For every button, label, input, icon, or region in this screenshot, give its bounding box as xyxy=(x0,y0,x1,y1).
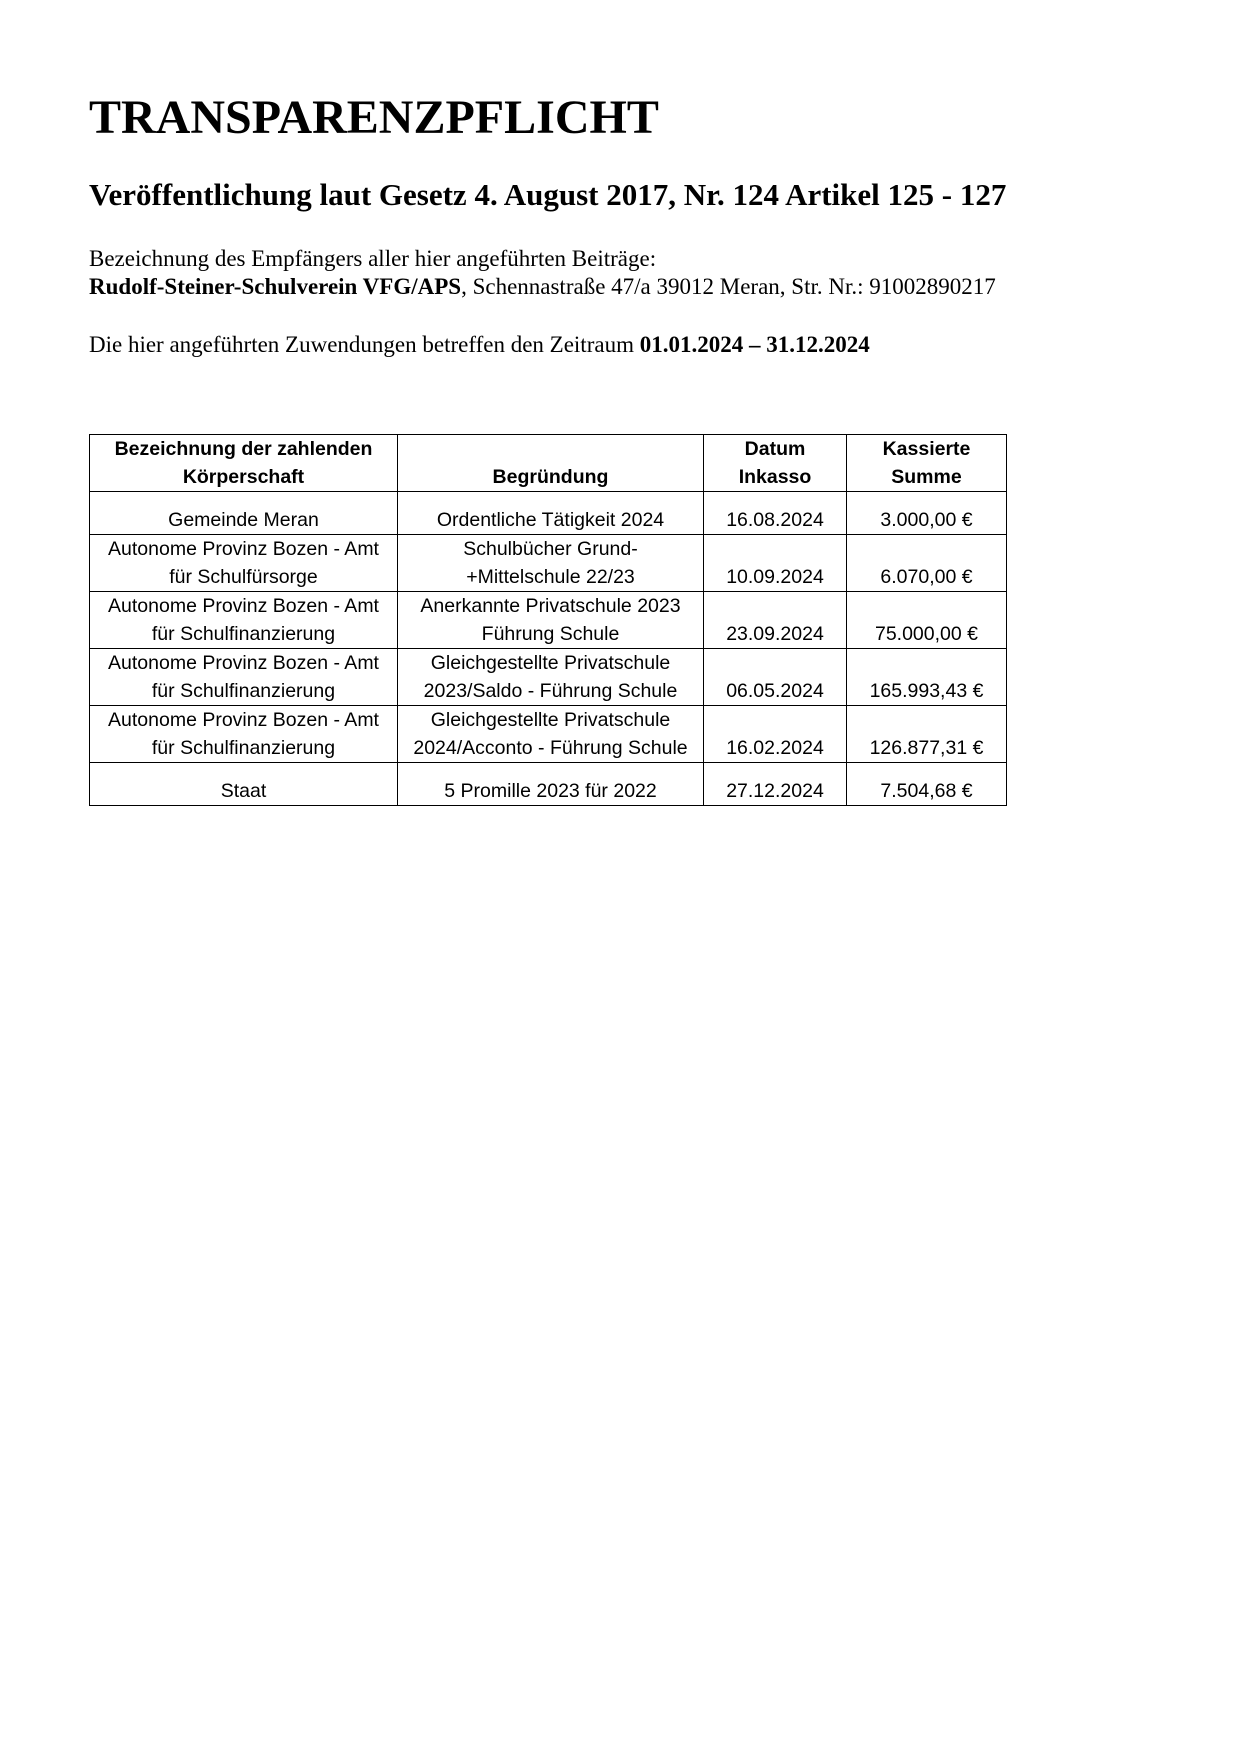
header-date: Datum Inkasso xyxy=(704,435,847,492)
period-line xyxy=(89,331,870,359)
table-row xyxy=(90,492,1007,535)
cell-date: 27.12.2024 xyxy=(704,763,847,806)
cell-date: 16.08.2024 xyxy=(704,492,847,535)
cell-date: 06.05.2024 xyxy=(704,649,847,706)
document-subtitle: Veröffentlichung laut Gesetz 4. August 2017, Nr. 124 Artikel 125 - 127 xyxy=(89,177,1007,212)
cell-amount: 126.877,31 € xyxy=(847,706,1007,763)
grants-table xyxy=(89,434,1007,806)
cell-payer: Autonome Provinz Bozen - Amt für Schulfinanzierung xyxy=(90,706,398,763)
cell-reason: Gleichgestellte Privatschule 2024/Acconto - Führung Schule xyxy=(398,706,704,763)
cell-date: 23.09.2024 xyxy=(704,592,847,649)
cell-date: 10.09.2024 xyxy=(704,535,847,592)
table-row xyxy=(90,592,1007,649)
cell-payer: Autonome Provinz Bozen - Amt für Schulfinanzierung xyxy=(90,592,398,649)
cell-reason: Gleichgestellte Privatschule 2023/Saldo - Führung Schule xyxy=(398,649,704,706)
cell-amount: 75.000,00 € xyxy=(847,592,1007,649)
header-reason: Begründung xyxy=(398,435,704,492)
period-text: Die hier angeführten Zuwendungen betreffen den Zeitraum xyxy=(89,332,640,357)
cell-date: 16.02.2024 xyxy=(704,706,847,763)
recipient-details: , Schennastraße 47/a 39012 Meran, Str. Nr.: 91002890217 xyxy=(461,274,996,299)
table-row xyxy=(90,649,1007,706)
cell-payer: Gemeinde Meran xyxy=(90,492,398,535)
table-row xyxy=(90,763,1007,806)
cell-amount: 165.993,43 € xyxy=(847,649,1007,706)
cell-reason: 5 Promille 2023 für 2022 xyxy=(398,763,704,806)
cell-amount: 6.070,00 € xyxy=(847,535,1007,592)
cell-amount: 3.000,00 € xyxy=(847,492,1007,535)
recipient-line xyxy=(89,273,996,301)
table-row xyxy=(90,535,1007,592)
header-amount: Kassierte Summe xyxy=(847,435,1007,492)
cell-payer: Autonome Provinz Bozen - Amt für Schulfürsorge xyxy=(90,535,398,592)
cell-amount: 7.504,68 € xyxy=(847,763,1007,806)
header-payer: Bezeichnung der zahlenden Körperschaft xyxy=(90,435,398,492)
recipient-name: Rudolf-Steiner-Schulverein VFG/APS xyxy=(89,274,462,299)
cell-payer: Staat xyxy=(90,763,398,806)
cell-reason: Schulbücher Grund- +Mittelschule 22/23 xyxy=(398,535,704,592)
period-range: 01.01.2024 – 31.12.2024 xyxy=(639,332,870,357)
document-title: TRANSPARENZPFLICHT xyxy=(89,91,659,144)
recipient-intro: Bezeichnung des Empfängers aller hier angeführten Beiträge: xyxy=(89,246,657,271)
cell-reason: Ordentliche Tätigkeit 2024 xyxy=(398,492,704,535)
table-row xyxy=(90,706,1007,763)
table-header-row xyxy=(90,435,1007,492)
cell-payer: Autonome Provinz Bozen - Amt für Schulfinanzierung xyxy=(90,649,398,706)
cell-reason: Anerkannte Privatschule 2023 Führung Schule xyxy=(398,592,704,649)
